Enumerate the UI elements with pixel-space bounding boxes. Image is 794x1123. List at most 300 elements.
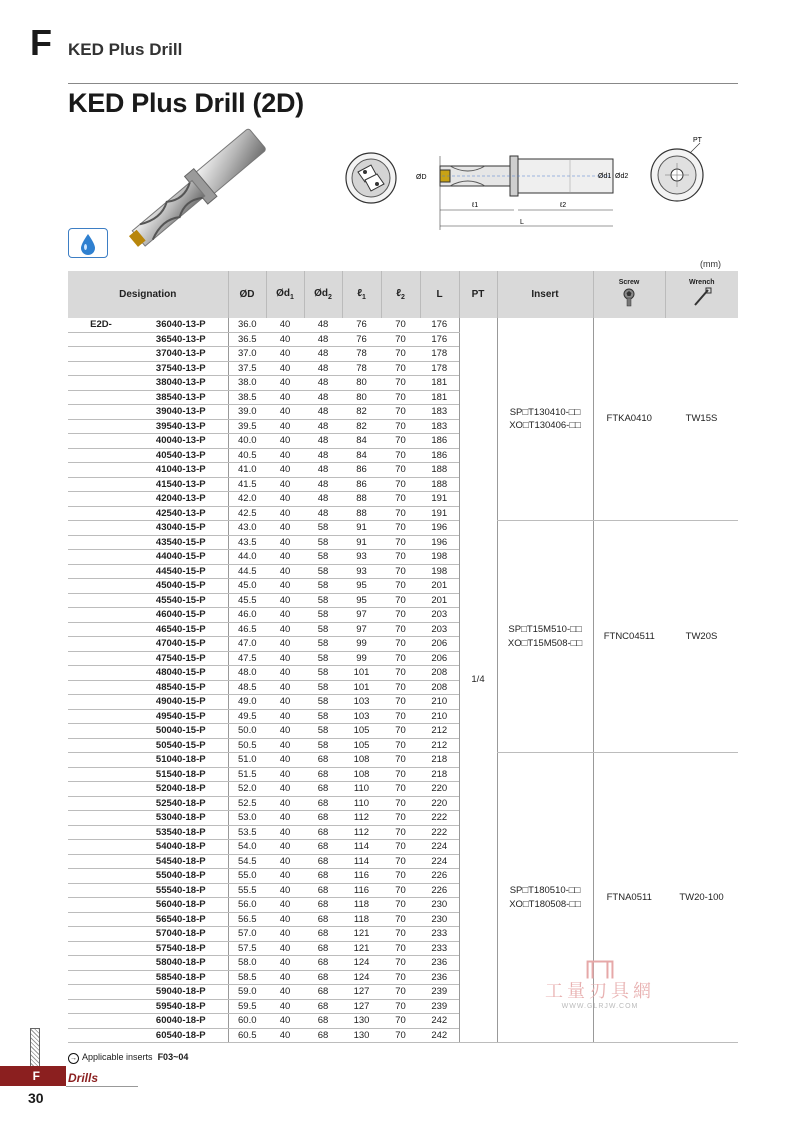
od-cell: 51.5 <box>228 767 266 782</box>
arrow-circle-icon: → <box>70 1055 77 1062</box>
od2-cell: 58 <box>304 666 342 681</box>
od1-cell: 40 <box>266 593 304 608</box>
l2-cell: 70 <box>381 521 420 536</box>
l2-cell: 70 <box>381 985 420 1000</box>
od-cell: 53.0 <box>228 811 266 826</box>
l1-cell: 103 <box>342 709 381 724</box>
designation-prefix <box>68 999 134 1014</box>
drill-side-view-diagram <box>410 148 635 238</box>
od1-cell: 40 <box>266 753 304 768</box>
length-cell: 236 <box>420 970 459 985</box>
od-cell: 56.5 <box>228 912 266 927</box>
section-tab[interactable]: F <box>0 1066 66 1086</box>
od-cell: 50.5 <box>228 738 266 753</box>
length-cell: 226 <box>420 869 459 884</box>
designation-cell: 57540-18-P <box>134 941 228 956</box>
footnote-ref[interactable]: F03~04 <box>157 1052 189 1062</box>
l2-cell: 70 <box>381 695 420 710</box>
l1-cell: 86 <box>342 463 381 478</box>
designation-prefix <box>68 506 134 521</box>
l2-cell: 70 <box>381 724 420 739</box>
designation-prefix <box>68 492 134 507</box>
od1-cell: 40 <box>266 1014 304 1029</box>
l2-cell: 70 <box>381 506 420 521</box>
designation-prefix <box>68 376 134 391</box>
length-cell: 210 <box>420 709 459 724</box>
l1-cell: 121 <box>342 941 381 956</box>
l2-cell: 70 <box>381 463 420 478</box>
insert-cell <box>497 318 593 521</box>
length-cell: 201 <box>420 593 459 608</box>
od-cell: 37.5 <box>228 361 266 376</box>
insert-code-sp: SP□T15M510-□□ <box>508 624 582 635</box>
l1-cell: 76 <box>342 318 381 332</box>
designation-prefix <box>68 782 134 797</box>
table-body <box>68 318 738 1043</box>
unit-label: (mm) <box>700 259 721 269</box>
od-cell: 44.5 <box>228 564 266 579</box>
designation-cell: 48040-15-P <box>134 666 228 681</box>
designation-cell: 51540-18-P <box>134 767 228 782</box>
od1-cell: 40 <box>266 825 304 840</box>
designation-cell: 60040-18-P <box>134 1014 228 1029</box>
od2-cell: 58 <box>304 738 342 753</box>
l1-cell: 127 <box>342 999 381 1014</box>
designation-cell: 50040-15-P <box>134 724 228 739</box>
designation-cell: 53540-18-P <box>134 825 228 840</box>
length-cell: 210 <box>420 695 459 710</box>
footnote-text: Applicable inserts <box>82 1052 153 1062</box>
designation-cell: 46540-15-P <box>134 622 228 637</box>
od2-cell: 58 <box>304 535 342 550</box>
designation-prefix <box>68 709 134 724</box>
designation-prefix <box>68 535 134 550</box>
designation-cell: 55040-18-P <box>134 869 228 884</box>
od-cell: 44.0 <box>228 550 266 565</box>
od-cell: 47.0 <box>228 637 266 652</box>
l1-cell: 88 <box>342 506 381 521</box>
header-pt: PT <box>459 271 497 318</box>
length-cell: 239 <box>420 985 459 1000</box>
od2-cell: 68 <box>304 956 342 971</box>
od1-cell: 40 <box>266 970 304 985</box>
od2-cell: 68 <box>304 883 342 898</box>
designation-cell: 39040-13-P <box>134 405 228 420</box>
l1-dimension-label: ℓ1 <box>472 202 479 209</box>
od-cell: 54.0 <box>228 840 266 855</box>
od1-cell: 40 <box>266 492 304 507</box>
length-cell: 222 <box>420 811 459 826</box>
od2-cell: 68 <box>304 753 342 768</box>
wrench-cell: TW20-100 <box>665 753 738 1043</box>
od2-cell: 68 <box>304 941 342 956</box>
od-cell: 41.0 <box>228 463 266 478</box>
shank-diameter-label: Ød1 <box>598 173 612 180</box>
l1-cell: 118 <box>342 912 381 927</box>
length-cell: 233 <box>420 941 459 956</box>
designation-prefix <box>68 883 134 898</box>
l2-cell: 70 <box>381 753 420 768</box>
od2-cell: 48 <box>304 318 342 332</box>
designation-cell: 44040-15-P <box>134 550 228 565</box>
l1-cell: 103 <box>342 695 381 710</box>
l2-cell: 70 <box>381 535 420 550</box>
designation-cell: 56540-18-P <box>134 912 228 927</box>
od-cell: 55.5 <box>228 883 266 898</box>
designation-cell: 43540-15-P <box>134 535 228 550</box>
designation-prefix <box>68 361 134 376</box>
drill-side-graphic <box>30 1028 40 1068</box>
l1-cell: 108 <box>342 767 381 782</box>
od2-cell: 58 <box>304 593 342 608</box>
l1-cell: 93 <box>342 550 381 565</box>
od2-cell: 48 <box>304 332 342 347</box>
l1-cell: 99 <box>342 651 381 666</box>
l2-cell: 70 <box>381 767 420 782</box>
od2-cell: 68 <box>304 898 342 913</box>
designation-prefix <box>68 622 134 637</box>
designation-cell: 49540-15-P <box>134 709 228 724</box>
section-letter: F <box>30 22 52 63</box>
od1-cell: 40 <box>266 564 304 579</box>
wrench-cell: TW20S <box>665 521 738 753</box>
od-cell: 53.5 <box>228 825 266 840</box>
l2-cell: 70 <box>381 941 420 956</box>
od2-cell: 58 <box>304 680 342 695</box>
insert-code-xo: XO□T180508-□□ <box>509 898 581 910</box>
od1-cell: 40 <box>266 390 304 405</box>
l1-cell: 82 <box>342 405 381 420</box>
header-od2: $Ød_2$ <box>304 271 342 318</box>
designation-cell: 52040-18-P <box>134 782 228 797</box>
length-cell: 220 <box>420 796 459 811</box>
category-label: Drills <box>68 1071 99 1085</box>
l2-cell: 70 <box>381 564 420 579</box>
header-l1: ℓ$_1$ <box>342 271 381 318</box>
pt-label: PT <box>693 137 702 144</box>
od1-cell: 40 <box>266 535 304 550</box>
od-cell: 46.0 <box>228 608 266 623</box>
od2-cell: 68 <box>304 912 342 927</box>
designation-cell: 42540-13-P <box>134 506 228 521</box>
od-cell: 45.0 <box>228 579 266 594</box>
l1-cell: 110 <box>342 782 381 797</box>
length-cell: 201 <box>420 579 459 594</box>
od2-cell: 58 <box>304 608 342 623</box>
designation-cell: 39540-13-P <box>134 419 228 434</box>
od1-cell: 40 <box>266 912 304 927</box>
l1-cell: 91 <box>342 535 381 550</box>
designation-cell: 40540-13-P <box>134 448 228 463</box>
od2-cell: 48 <box>304 463 342 478</box>
designation-prefix <box>68 463 134 478</box>
l2-cell: 70 <box>381 347 420 362</box>
designation-cell: 45540-15-P <box>134 593 228 608</box>
od1-cell: 40 <box>266 883 304 898</box>
length-cell: 203 <box>420 622 459 637</box>
length-cell: 183 <box>420 405 459 420</box>
designation-prefix <box>68 941 134 956</box>
l1-cell: 99 <box>342 637 381 652</box>
header-wrench: Wrench <box>665 271 738 318</box>
designation-cell: 37040-13-P <box>134 347 228 362</box>
designation-prefix <box>68 332 134 347</box>
l2-cell: 70 <box>381 854 420 869</box>
l2-cell: 70 <box>381 434 420 449</box>
designation-cell: 53040-18-P <box>134 811 228 826</box>
length-cell: 196 <box>420 521 459 536</box>
page-number: 30 <box>28 1090 44 1106</box>
screw-cell: FTNA0511 <box>593 753 665 1043</box>
drill-front-view-diagram <box>343 150 399 206</box>
od2-cell: 48 <box>304 477 342 492</box>
od2-cell: 68 <box>304 782 342 797</box>
l1-cell: 124 <box>342 956 381 971</box>
length-cell: 176 <box>420 318 459 332</box>
designation-cell: 59040-18-P <box>134 985 228 1000</box>
designation-prefix <box>68 796 134 811</box>
od2-cell: 68 <box>304 825 342 840</box>
od-cell: 59.0 <box>228 985 266 1000</box>
screw-icon <box>619 286 639 308</box>
designation-prefix <box>68 564 134 579</box>
pt-cell: 1/4 <box>459 318 497 1043</box>
l1-cell: 101 <box>342 666 381 681</box>
l1-cell: 112 <box>342 825 381 840</box>
od-cell: 50.0 <box>228 724 266 739</box>
header-divider <box>68 83 738 84</box>
length-cell: 230 <box>420 898 459 913</box>
od1-cell: 40 <box>266 956 304 971</box>
l2-cell: 70 <box>381 477 420 492</box>
length-cell: 236 <box>420 956 459 971</box>
od-cell: 37.0 <box>228 347 266 362</box>
od2-cell: 48 <box>304 390 342 405</box>
designation-cell: 55540-18-P <box>134 883 228 898</box>
length-cell: 186 <box>420 448 459 463</box>
od1-cell: 40 <box>266 376 304 391</box>
designation-cell: 38540-13-P <box>134 390 228 405</box>
designation-prefix <box>68 434 134 449</box>
od-cell: 57.5 <box>228 941 266 956</box>
od1-cell: 40 <box>266 347 304 362</box>
length-cell: 208 <box>420 680 459 695</box>
od2-cell: 58 <box>304 724 342 739</box>
od1-cell: 40 <box>266 521 304 536</box>
l2-cell: 70 <box>381 622 420 637</box>
length-cell: 191 <box>420 506 459 521</box>
insert-code-xo: XO□T15M508-□□ <box>507 637 583 649</box>
od1-cell: 40 <box>266 622 304 637</box>
l2-cell: 70 <box>381 869 420 884</box>
designation-prefix <box>68 405 134 420</box>
designation-prefix <box>68 347 134 362</box>
od1-cell: 40 <box>266 506 304 521</box>
l1-cell: 78 <box>342 347 381 362</box>
od2-cell: 68 <box>304 811 342 826</box>
table-row <box>68 521 738 536</box>
section-name: KED Plus Drill <box>68 40 183 59</box>
watermark <box>520 945 680 1010</box>
od1-cell: 40 <box>266 840 304 855</box>
designation-cell: 51040-18-P <box>134 753 228 768</box>
l2-cell: 70 <box>381 1028 420 1043</box>
l2-cell: 70 <box>381 970 420 985</box>
l1-cell: 114 <box>342 854 381 869</box>
od1-cell: 40 <box>266 709 304 724</box>
header-insert: Insert <box>497 271 593 318</box>
designation-cell: 47040-15-P <box>134 637 228 652</box>
l2-cell: 70 <box>381 390 420 405</box>
l2-cell: 70 <box>381 883 420 898</box>
length-cell: 181 <box>420 376 459 391</box>
l2-dimension-label: ℓ2 <box>560 202 567 209</box>
od2-cell: 58 <box>304 564 342 579</box>
designation-cell: 46040-15-P <box>134 608 228 623</box>
l1-cell: 105 <box>342 738 381 753</box>
length-cell: 224 <box>420 840 459 855</box>
l2-cell: 70 <box>381 666 420 681</box>
od2-cell: 58 <box>304 637 342 652</box>
header-l2: ℓ$_2$ <box>381 271 420 318</box>
od2-cell: 68 <box>304 767 342 782</box>
diameter-label: ØD <box>416 174 427 181</box>
od-cell: 57.0 <box>228 927 266 942</box>
l2-cell: 70 <box>381 927 420 942</box>
l1-cell: 118 <box>342 898 381 913</box>
l2-cell: 70 <box>381 361 420 376</box>
designation-cell: 50540-15-P <box>134 738 228 753</box>
designation-prefix <box>68 651 134 666</box>
l1-cell: 127 <box>342 985 381 1000</box>
length-cell: 191 <box>420 492 459 507</box>
od2-cell: 68 <box>304 796 342 811</box>
od1-cell: 40 <box>266 448 304 463</box>
l1-cell: 78 <box>342 361 381 376</box>
l1-cell: 82 <box>342 419 381 434</box>
od-cell: 43.5 <box>228 535 266 550</box>
designation-cell: 42040-13-P <box>134 492 228 507</box>
od1-cell: 40 <box>266 332 304 347</box>
l2-cell: 70 <box>381 840 420 855</box>
length-cell: 198 <box>420 550 459 565</box>
screw-cell: FTKA0410 <box>593 318 665 521</box>
l2-cell: 70 <box>381 332 420 347</box>
od2-cell: 68 <box>304 1014 342 1029</box>
od-cell: 42.5 <box>228 506 266 521</box>
table-row <box>68 318 738 332</box>
od2-cell: 68 <box>304 840 342 855</box>
od2-cell: 58 <box>304 622 342 637</box>
drill-rear-view-diagram <box>645 135 720 210</box>
l1-cell: 97 <box>342 622 381 637</box>
od1-cell: 40 <box>266 767 304 782</box>
l1-cell: 97 <box>342 608 381 623</box>
designation-cell: 57040-18-P <box>134 927 228 942</box>
l2-cell: 70 <box>381 608 420 623</box>
l2-cell: 70 <box>381 593 420 608</box>
header-L: L <box>420 271 459 318</box>
length-cell: 242 <box>420 1014 459 1029</box>
designation-cell: 41540-13-P <box>134 477 228 492</box>
length-cell: 178 <box>420 347 459 362</box>
od1-cell: 40 <box>266 782 304 797</box>
l1-cell: 88 <box>342 492 381 507</box>
od1-cell: 40 <box>266 637 304 652</box>
od-cell: 40.5 <box>228 448 266 463</box>
designation-prefix <box>68 970 134 985</box>
designation-cell: 40040-13-P <box>134 434 228 449</box>
designation-cell: 41040-13-P <box>134 463 228 478</box>
l2-cell: 70 <box>381 651 420 666</box>
od-cell: 47.5 <box>228 651 266 666</box>
insert-code-xo: XO□T130406-□□ <box>509 420 581 431</box>
designation-cell: 59540-18-P <box>134 999 228 1014</box>
l1-cell: 93 <box>342 564 381 579</box>
od2-cell: 68 <box>304 1028 342 1043</box>
designation-prefix <box>68 1014 134 1029</box>
designation-prefix <box>68 477 134 492</box>
od-cell: 42.0 <box>228 492 266 507</box>
od1-cell: 40 <box>266 738 304 753</box>
od1-cell: 40 <box>266 361 304 376</box>
od1-cell: 40 <box>266 927 304 942</box>
length-cell: 208 <box>420 666 459 681</box>
od-cell: 40.0 <box>228 434 266 449</box>
designation-cell: 58040-18-P <box>134 956 228 971</box>
od1-cell: 40 <box>266 666 304 681</box>
od-cell: 59.5 <box>228 999 266 1014</box>
designation-cell: 52540-18-P <box>134 796 228 811</box>
designation-prefix <box>68 680 134 695</box>
od-cell: 51.0 <box>228 753 266 768</box>
od-cell: 36.0 <box>228 318 266 332</box>
table-row <box>68 753 738 768</box>
insert-code-sp: SP□T130410-□□ <box>509 406 581 418</box>
length-cell: 183 <box>420 419 459 434</box>
length-cell: 181 <box>420 390 459 405</box>
l2-cell: 70 <box>381 912 420 927</box>
designation-prefix <box>68 811 134 826</box>
od1-cell: 40 <box>266 695 304 710</box>
od2-cell: 58 <box>304 709 342 724</box>
l2-cell: 70 <box>381 318 420 332</box>
od1-cell: 40 <box>266 680 304 695</box>
l1-cell: 95 <box>342 579 381 594</box>
od-cell: 38.0 <box>228 376 266 391</box>
designation-prefix <box>68 854 134 869</box>
od1-cell: 40 <box>266 477 304 492</box>
length-cell: 188 <box>420 477 459 492</box>
l1-cell: 130 <box>342 1014 381 1029</box>
length-cell: 186 <box>420 434 459 449</box>
l2-cell: 70 <box>381 419 420 434</box>
od1-cell: 40 <box>266 608 304 623</box>
od1-cell: 40 <box>266 869 304 884</box>
l1-cell: 84 <box>342 434 381 449</box>
od1-cell: 40 <box>266 405 304 420</box>
designation-prefix <box>68 927 134 942</box>
designation-cell: 36540-13-P <box>134 332 228 347</box>
designation-cell: 56040-18-P <box>134 898 228 913</box>
designation-prefix <box>68 521 134 536</box>
designation-prefix <box>68 825 134 840</box>
l2-cell: 70 <box>381 796 420 811</box>
designation-cell: 45040-15-P <box>134 579 228 594</box>
designation-cell: 38040-13-P <box>134 376 228 391</box>
l1-cell: 114 <box>342 840 381 855</box>
designation-prefix <box>68 593 134 608</box>
